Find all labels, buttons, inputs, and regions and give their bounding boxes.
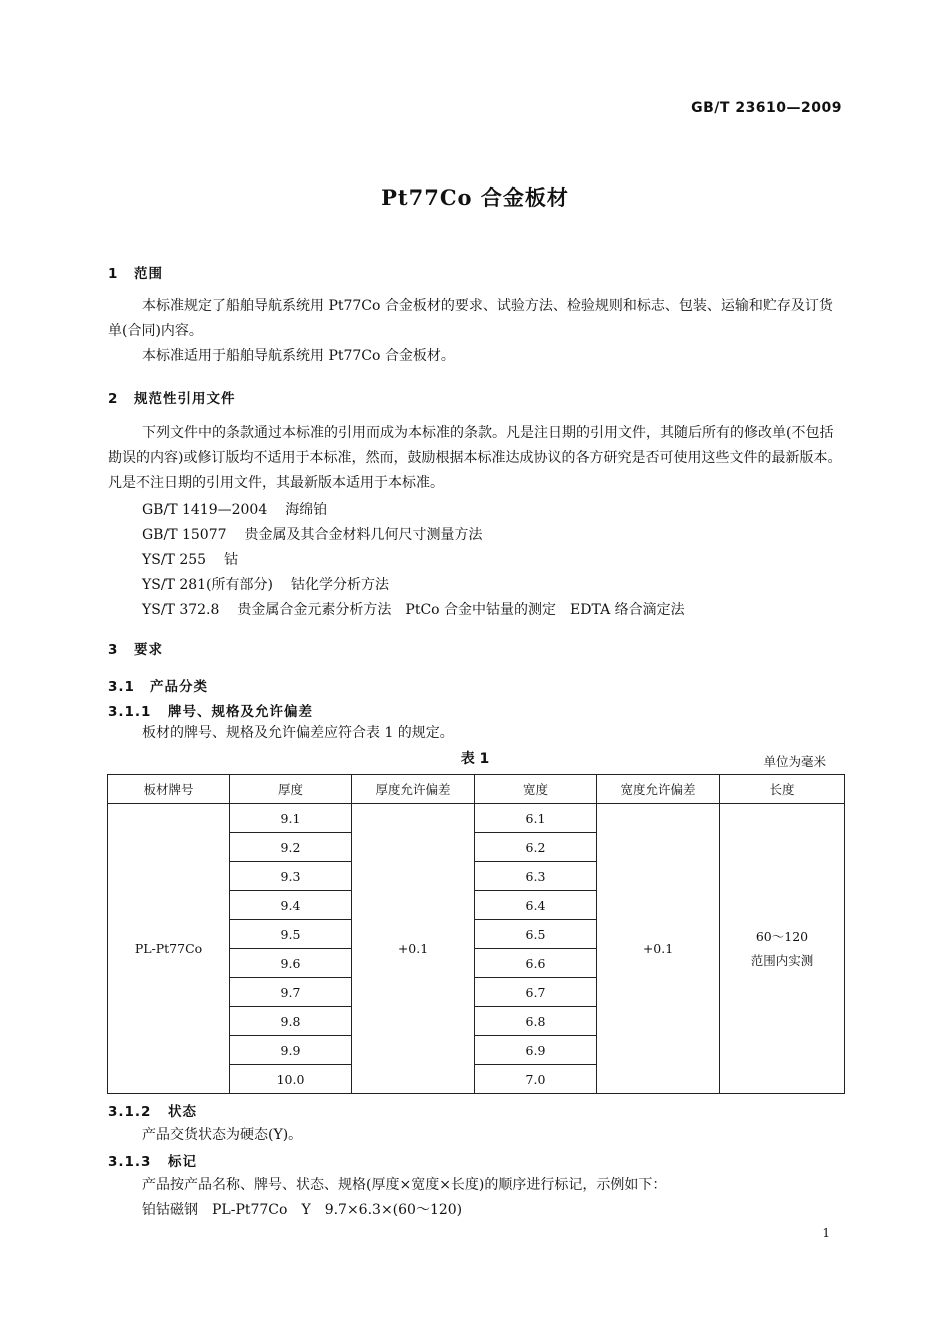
thickness-cell: 9.5 — [230, 920, 352, 949]
width-cell: 6.9 — [475, 1036, 597, 1065]
section-number: 3.1.3 — [108, 1154, 152, 1170]
width-cell: 6.8 — [475, 1007, 597, 1036]
section-title: 标记 — [168, 1154, 197, 1170]
section-3-1-3-heading — [108, 1150, 197, 1170]
section-number: 3.1.2 — [108, 1104, 152, 1120]
section-number: 3.1 — [108, 679, 135, 695]
thickness-cell: 9.9 — [230, 1036, 352, 1065]
header-width-tolerance: 宽度允许偏差 — [597, 775, 720, 804]
width-cell: 6.2 — [475, 833, 597, 862]
section-3-1-heading — [108, 675, 208, 695]
length-range: 60～120 — [755, 928, 809, 944]
section-title: 产品分类 — [150, 679, 208, 695]
section-3-1-2-heading — [108, 1100, 197, 1120]
reference-code: GB/T 1419—2004 — [142, 502, 268, 518]
header-width: 宽度 — [475, 775, 597, 804]
table-header-row — [108, 775, 845, 804]
length-cell — [720, 804, 845, 1094]
header-length: 长度 — [720, 775, 845, 804]
section-title: 要求 — [134, 642, 163, 658]
reference-code: GB/T 15077 — [142, 527, 227, 543]
reference-item — [142, 499, 327, 519]
width-tolerance-cell: +0.1 — [597, 804, 720, 1094]
section-2-heading — [108, 387, 236, 407]
header-thickness-tolerance: 厚度允许偏差 — [352, 775, 475, 804]
section-number: 2 — [108, 391, 119, 407]
reference-item — [142, 599, 685, 619]
marking-example: 铂钴磁钢 PL-Pt77Co Y 9.7×6.3×(60～120) — [142, 1202, 463, 1218]
table-caption: 表 1 — [460, 751, 490, 767]
section-number: 1 — [108, 266, 119, 282]
table-unit: 单位为毫米 — [763, 754, 826, 769]
reference-name: 贵金属合金元素分析方法 PtCo 合金中钴量的测定 EDTA 络合滴定法 — [237, 602, 685, 618]
header-thickness: 厚度 — [230, 775, 352, 804]
width-cell: 6.6 — [475, 949, 597, 978]
reference-name: 钴 — [224, 552, 239, 568]
thickness-cell: 10.0 — [230, 1065, 352, 1094]
width-cell: 6.7 — [475, 978, 597, 1007]
reference-code: YS/T 372.8 — [142, 602, 220, 618]
marking-paragraph: 产品按产品名称、牌号、状态、规格(厚度×宽度×长度)的顺序进行标记，示例如下： — [142, 1177, 667, 1193]
page-number: 1 — [822, 1226, 830, 1240]
reference-item — [142, 574, 389, 594]
grade-cell: PL-Pt77Co — [108, 804, 230, 1094]
scope-paragraph-2: 本标准适用于船舶导航系统用 Pt77Co 合金板材。 — [142, 348, 455, 364]
width-cell: 6.1 — [475, 804, 597, 833]
spec-table — [107, 774, 845, 1094]
references-paragraph: 下列文件中的条款通过本标准的引用而成为本标准的条款。凡是注日期的引用文件，其随后所有的修改单(不包括勘误的内容)或修订版均不适用于本标准，然而，鼓励根据本标准达成协议的各方研究是否可使用这些文件的最新版本。凡是不注日期的引用文件，其最新版本适用于本标准。 — [108, 425, 842, 491]
reference-name: 海绵铂 — [285, 502, 328, 518]
section-number: 3.1.1 — [108, 704, 152, 720]
reference-item — [142, 524, 483, 544]
state-paragraph: 产品交货状态为硬态(Y)。 — [142, 1127, 303, 1143]
section-title: 规范性引用文件 — [134, 391, 236, 407]
thickness-cell: 9.6 — [230, 949, 352, 978]
section-number: 3 — [108, 642, 119, 658]
reference-code: YS/T 255 — [142, 552, 207, 568]
thickness-cell: 9.8 — [230, 1007, 352, 1036]
section-1-heading — [108, 262, 163, 282]
thickness-cell: 9.7 — [230, 978, 352, 1007]
section-3-heading — [108, 638, 163, 658]
reference-item — [142, 549, 238, 569]
reference-code: YS/T 281(所有部分) — [142, 577, 273, 593]
section-title: 牌号、规格及允许偏差 — [168, 704, 313, 720]
width-cell: 6.5 — [475, 920, 597, 949]
width-cell: 6.4 — [475, 891, 597, 920]
document-title: Pt77Co 合金板材 — [381, 185, 569, 210]
section-title: 范围 — [134, 266, 163, 282]
thickness-cell: 9.4 — [230, 891, 352, 920]
length-note: 范围内实测 — [750, 952, 814, 968]
reference-name: 贵金属及其合金材料几何尺寸测量方法 — [244, 527, 483, 543]
width-cell: 6.3 — [475, 862, 597, 891]
standard-code: GB/T 23610—2009 — [691, 100, 842, 116]
scope-paragraph-1: 本标准规定了船舶导航系统用 Pt77Co 合金板材的要求、试验方法、检验规则和标志、包装、运输和贮存及订货单(合同)内容。 — [108, 298, 833, 339]
thickness-cell: 9.3 — [230, 862, 352, 891]
header-grade: 板材牌号 — [108, 775, 230, 804]
section-title: 状态 — [168, 1104, 197, 1120]
table-intro-text: 板材的牌号、规格及允许偏差应符合表 1 的规定。 — [142, 725, 454, 741]
thickness-cell: 9.2 — [230, 833, 352, 862]
thickness-tolerance-cell: +0.1 — [352, 804, 475, 1094]
reference-name: 钴化学分析方法 — [290, 577, 389, 593]
thickness-cell: 9.1 — [230, 804, 352, 833]
width-cell: 7.0 — [475, 1065, 597, 1094]
table-row — [108, 804, 845, 833]
section-3-1-1-heading — [108, 700, 313, 720]
